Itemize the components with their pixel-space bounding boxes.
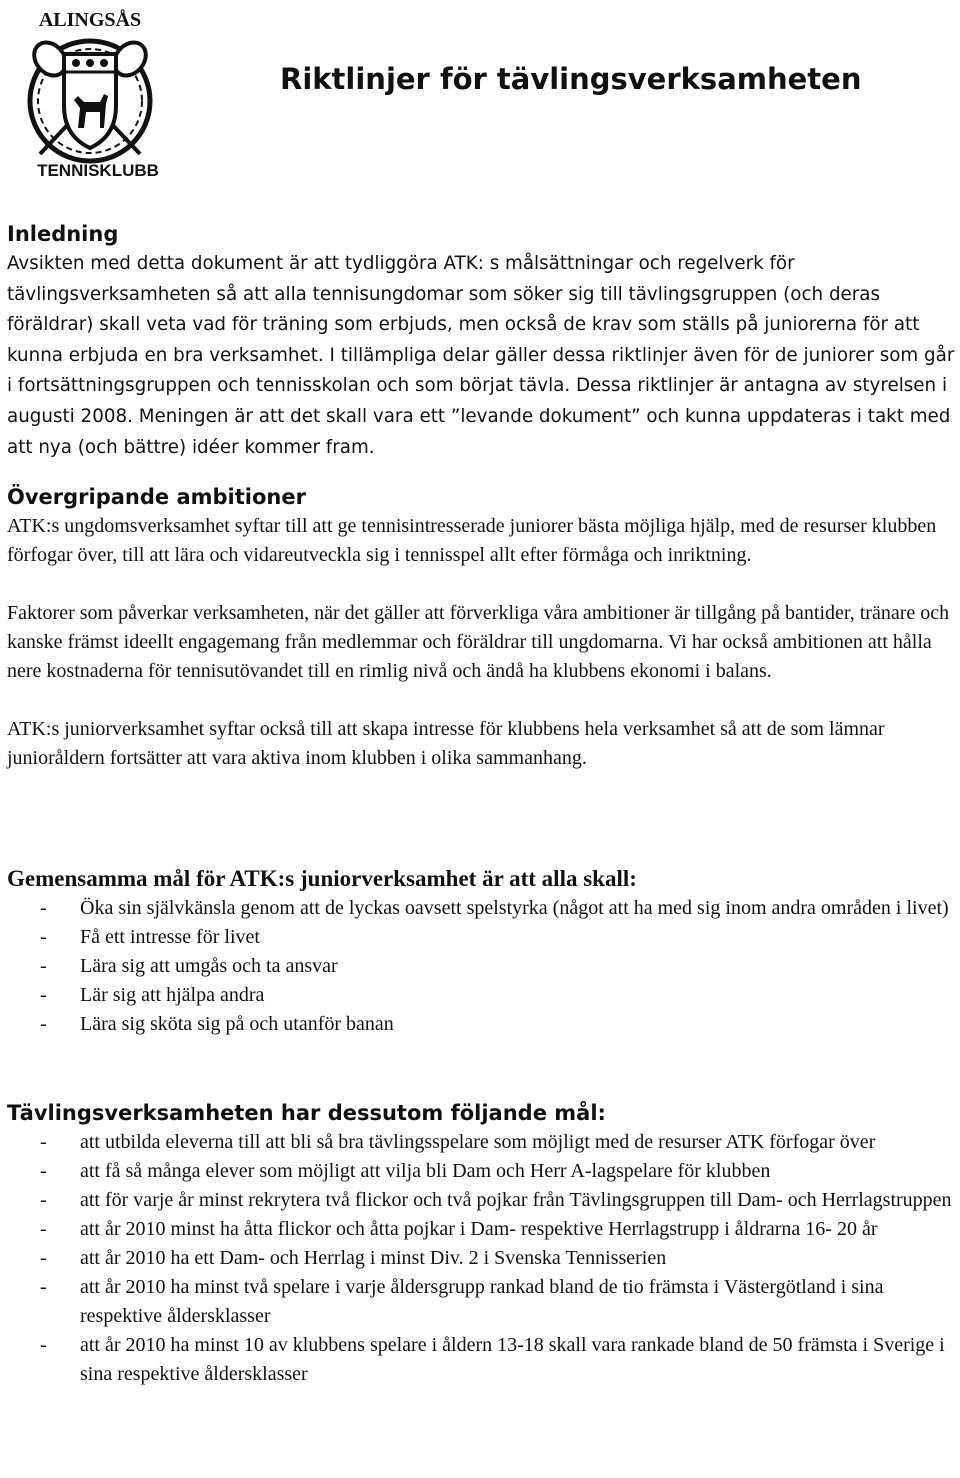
paragraph: ATK:s juniorverksamhet syftar också till att skapa intresse för klubbens hela verksamhet så att de som lämnar junioråldern fortsätter att vara aktiva inom klubben i olika sammanhang. [7, 718, 885, 769]
list-item-text: att år 2010 minst ha åtta flickor och åtta pojkar i Dam- respektive Herrlagstrupp i åldrarna 16- 20 år [80, 1218, 878, 1240]
logo-top-text: ALINGSÅS [38, 9, 142, 31]
list-item: - att utbilda eleverna till att bli så bra tävlingsspelare som möjligt med de resurser ATK förfogar över [40, 1131, 876, 1153]
section-inledning [7, 219, 957, 463]
list-item-text: att år 2010 ha minst 10 av klubbens spelare i åldern 13-18 skall vara rankade bland de 50 främsta i Sverige i sina respektive åldersklasser [80, 1334, 945, 1385]
list-item: - Lära sig sköta sig på och utanför banan [40, 1013, 394, 1035]
section-heading: Inledning [7, 222, 119, 246]
list-item: - att år 2010 minst ha åtta flickor och åtta pojkar i Dam- respektive Herrlagstrupp i åldrarna 16- 20 år [40, 1218, 878, 1240]
club-crest-icon [4, 4, 188, 184]
list-item: - att år 2010 ha ett Dam- och Herrlag i minst Div. 2 i Svenska Tennisserien [40, 1247, 667, 1269]
list-item: - att år 2010 ha minst 10 av klubbens spelare i åldern 13-18 skall vara rankade bland de 50 främsta i Sverige i sina respektive åldersklasser [40, 1334, 945, 1385]
list-item: - att få så många elever som möjligt att vilja bli Dam och Herr A-lagspelare för klubben [40, 1160, 771, 1182]
list-item-text: att år 2010 ha ett Dam- och Herrlag i minst Div. 2 i Svenska Tennisserien [80, 1247, 667, 1269]
list-item: - Lära sig att umgås och ta ansvar [40, 955, 338, 977]
list-item-text: Lär sig att hjälpa andra [80, 984, 265, 1006]
section-ambitioner [7, 482, 957, 773]
section-gemensamma [7, 864, 957, 1039]
page-title: Riktlinjer för tävlingsverksamheten [280, 62, 862, 96]
list-item-text: Lära sig sköta sig på och utanför banan [80, 1013, 394, 1035]
goal-list [7, 894, 957, 1039]
list-item-text: Öka sin självkänsla genom att de lyckas oavsett spelstyrka (något att ha med sig inom andra områden i livet) [80, 897, 949, 919]
paragraph: ATK:s ungdomsverksamhet syftar till att ge tennisintresserade juniorer bästa möjliga hjälp, med de resurser klubben förfogar över, till att lära och vidareutveckla sig i tennisspel allt efter förmåga och inriktning. [7, 515, 937, 566]
list-item: - Lär sig att hjälpa andra [40, 984, 265, 1006]
list-item: - att för varje år minst rekrytera två flickor och två pojkar från Tävlingsgruppen till Dam- och Herrlagstruppen [40, 1189, 952, 1211]
club-logo [4, 4, 188, 184]
list-item: - att år 2010 ha minst två spelare i varje åldersgrupp rankad bland de tio främsta i Västergötland i sina respektive åldersklasser [40, 1276, 884, 1327]
competition-goal-list [7, 1128, 957, 1389]
list-item-text: att år 2010 ha minst två spelare i varje åldersgrupp rankad bland de tio främsta i Västergötland i sina respektive åldersklasser [80, 1276, 884, 1327]
section-tavling [7, 1098, 957, 1389]
section-heading: Övergripande ambitioner [7, 485, 306, 509]
list-item: - Få ett intresse för livet [40, 926, 260, 948]
list-item-text: Lära sig att umgås och ta ansvar [80, 955, 338, 977]
paragraph: Faktorer som påverkar verksamheten, när det gäller att förverkliga våra ambitioner är tillgång på bantider, tränare och kanske främst ideellt engagemang från medlemmar och föräldrar till ungdomarna. Vi har också ambitionen att hålla nere kostnaderna för tennisutövandet till en rimlig nivå och ändå ha klubbens ekonomi i balans. [7, 602, 950, 682]
list-item-text: att utbilda eleverna till att bli så bra tävlingsspelare som möjligt med de resurser ATK förfogar över [80, 1131, 876, 1153]
section-heading: Gemensamma mål för ATK:s juniorverksamhet är att alla skall: [7, 866, 637, 891]
list-item-text: att få så många elever som möjligt att vilja bli Dam och Herr A-lagspelare för klubben [80, 1160, 771, 1182]
list-item: - Öka sin självkänsla genom att de lyckas oavsett spelstyrka (något att ha med sig inom andra områden i livet) [40, 897, 949, 919]
logo-bottom-text: TENNISKLUBB [37, 161, 159, 180]
list-item-text: att för varje år minst rekrytera två flickor och två pojkar från Tävlingsgruppen till Dam- och Herrlagstruppen [80, 1189, 952, 1211]
section-heading: Tävlingsverksamheten har dessutom följande mål: [7, 1101, 606, 1125]
list-item-text: Få ett intresse för livet [80, 926, 260, 948]
section-body: Avsikten med detta dokument är att tydliggöra ATK: s målsättningar och regelverk för tävlingsverksamheten så att alla tennisungdomar som söker sig till tävlingsgruppen (och deras föräldrar) skall veta vad för träning som erbjuds, men också de krav som ställs på juniorerna för att kunna erbjuda en bra verksamhet. I tillämpliga delar gäller dessa riktlinjer även för de juniorer som går i fortsättningsgruppen och tennisskolan och som börjat tävla. Dessa riktlinjer är antagna av styrelsen i augusti 2008. Meningen är att det skall vara ett ”levande dokument” och kunna uppdateras i takt med att nya (och bättre) idéer kommer fram. [7, 253, 955, 458]
